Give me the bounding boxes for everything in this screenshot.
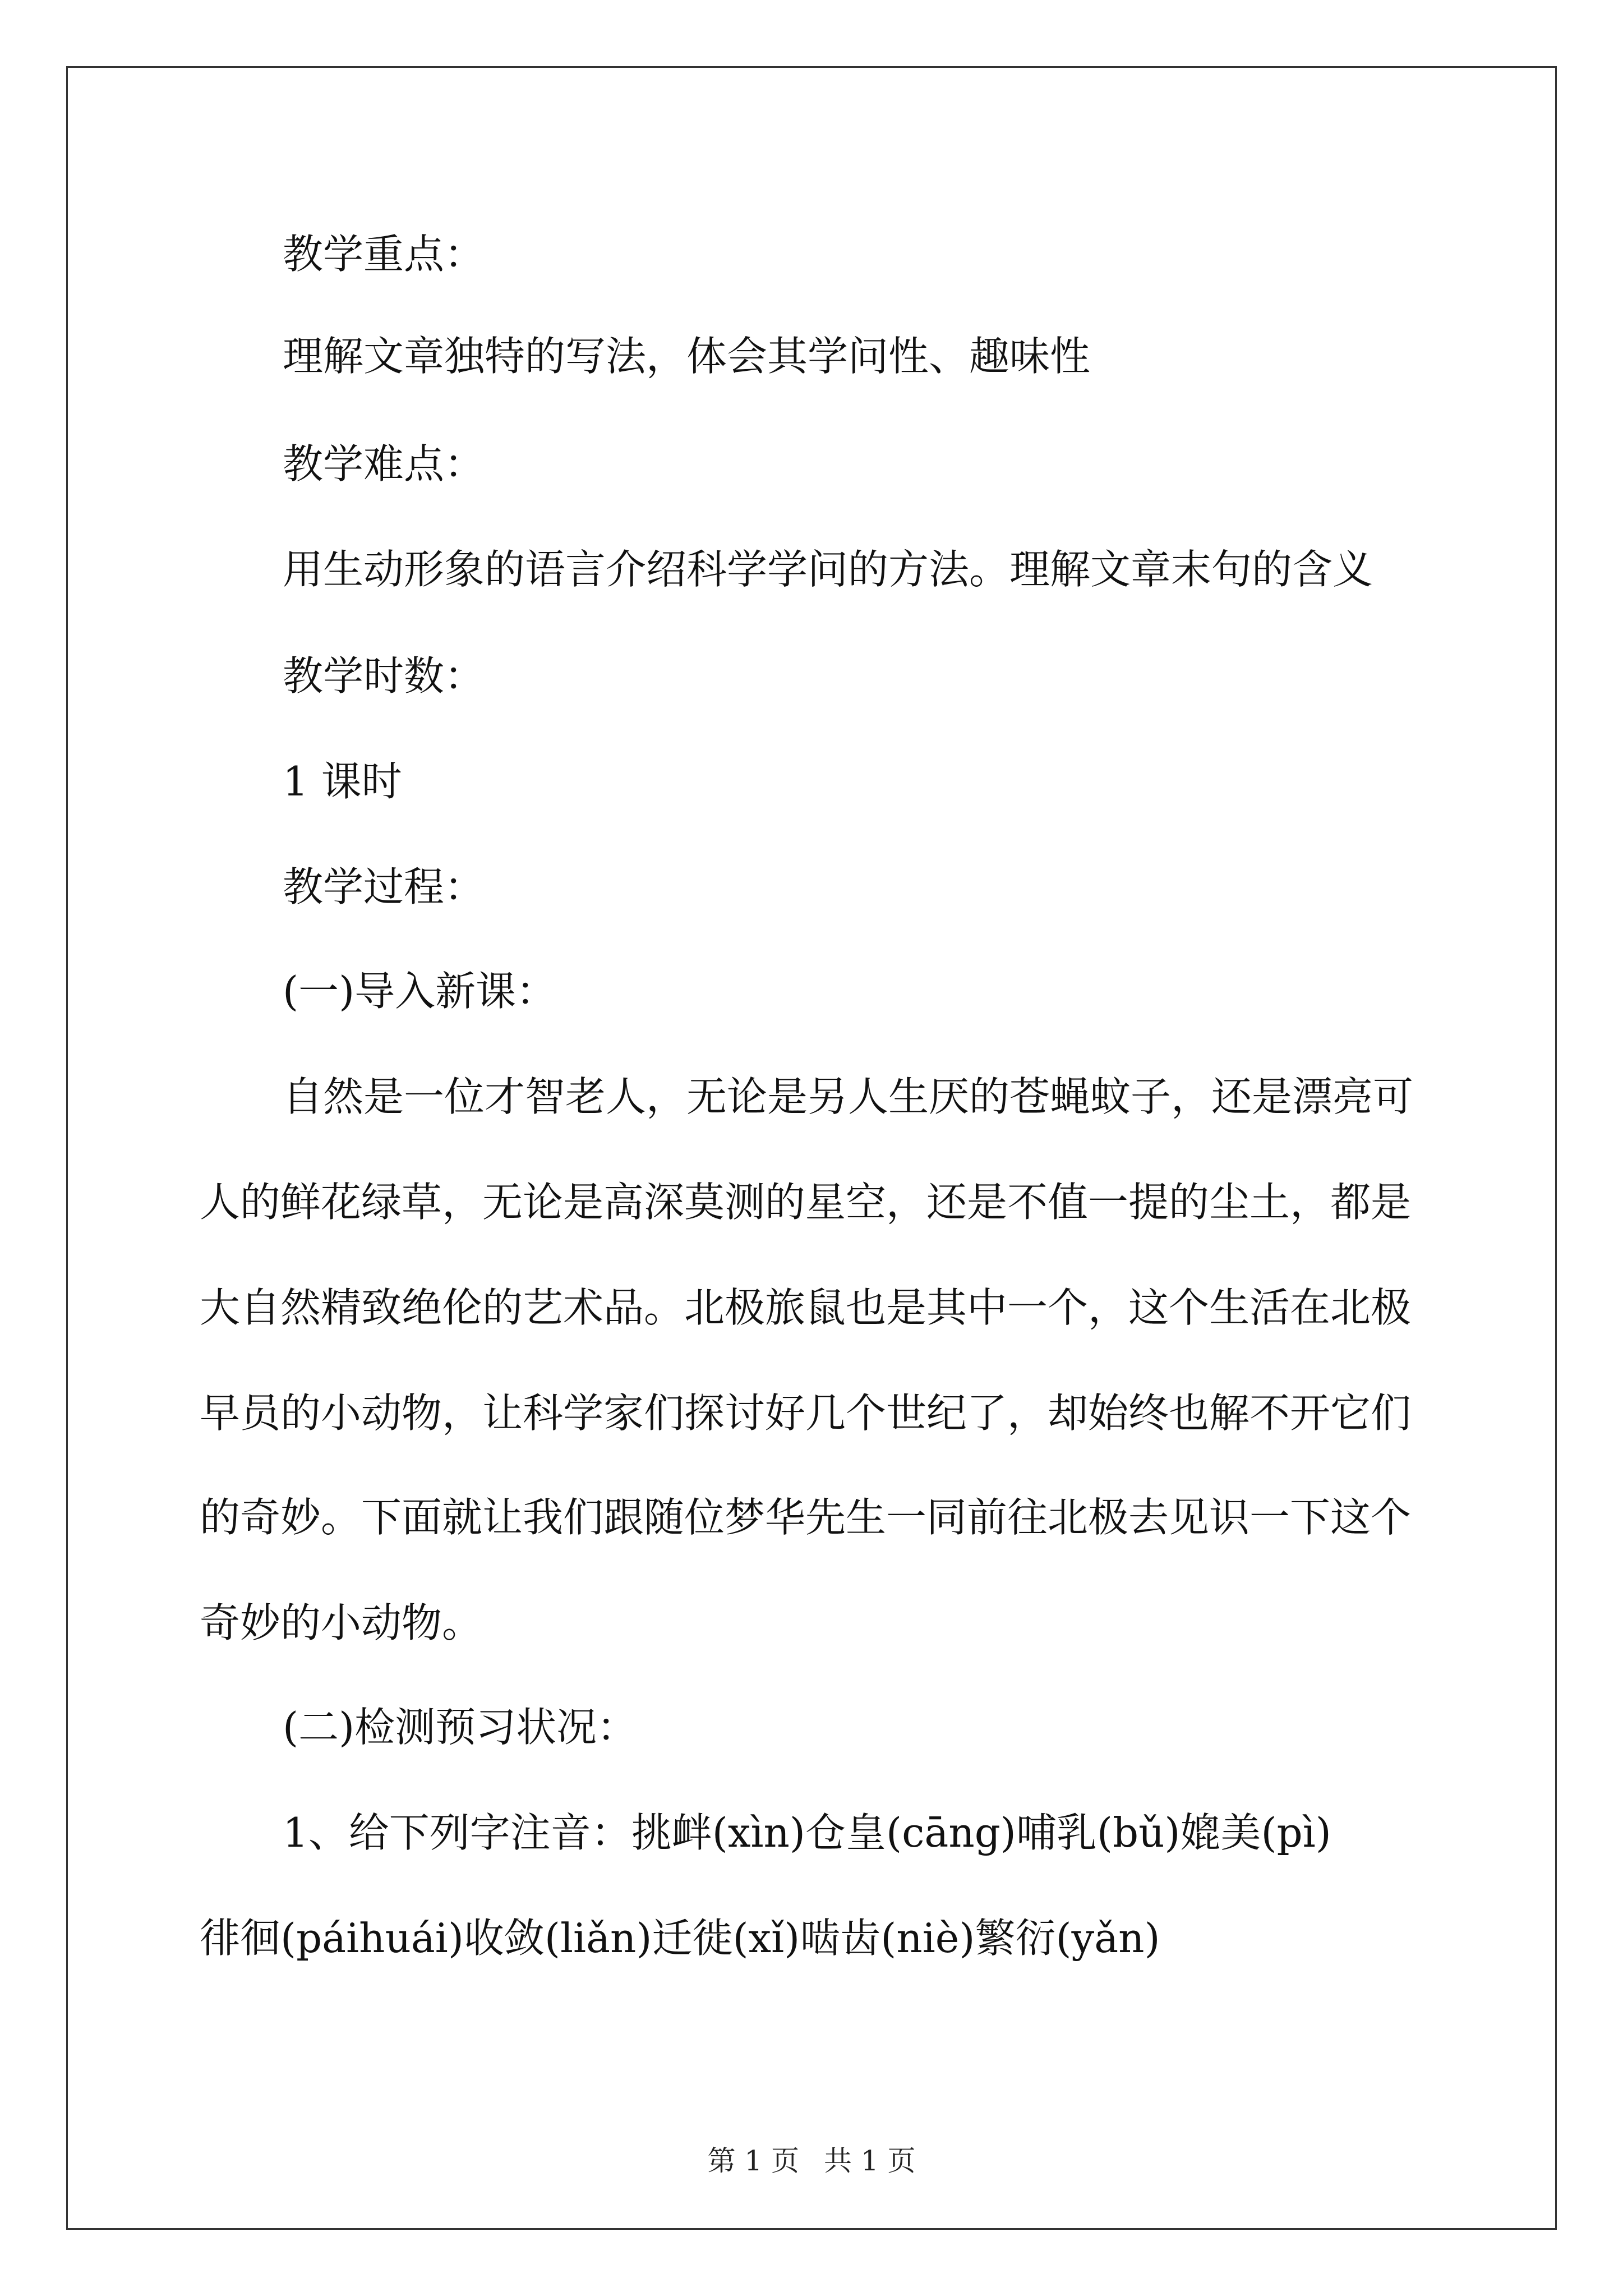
paragraph-difficulty-content: 用生动形象的语言介绍科学学问的方法。理解文章末句的含义 — [283, 546, 1373, 593]
paragraph-hours-content: 1 课时 — [283, 758, 402, 805]
heading-teaching-difficulty: 教学难点： — [283, 440, 485, 487]
heading-preview-check: (二)检测预习状况： — [283, 1704, 638, 1751]
paragraph-focus-content: 理解文章独特的写法，体会其学问性、趣味性 — [283, 333, 1091, 380]
heading-introduction: (一)导入新课： — [283, 968, 557, 1015]
page-total: 共 1 页 — [823, 2145, 916, 2177]
exercise-pinyin-line-1: 1、给下列字注音：挑衅(xìn)仓皇(cāng)哺乳(bǔ)媲美(pì) — [283, 1809, 1331, 1856]
paragraph-intro-line-5: 的奇妙。下面就让我们跟随位梦华先生一同前往北极去见识一下这个 — [200, 1494, 1412, 1541]
paragraph-intro-line-3: 大自然精致绝伦的艺术品。北极旅鼠也是其中一个，这个生活在北极 — [200, 1284, 1412, 1331]
paragraph-intro-line-1: 自然是一位才智老人，无论是另人生厌的苍蝇蚊子，还是漂亮可 — [283, 1073, 1414, 1120]
heading-teaching-focus: 教学重点： — [283, 231, 485, 278]
page-footer — [0, 2144, 1623, 2178]
exercise-pinyin-line-2: 徘徊(páihuái)收敛(liǎn)迁徙(xǐ)啮齿(niè)繁衍(yǎn) — [200, 1915, 1160, 1962]
paragraph-intro-line-6: 奇妙的小动物。 — [200, 1599, 483, 1646]
page-border — [66, 66, 1557, 2230]
paragraph-intro-line-2: 人的鲜花绿草，无论是高深莫测的星空，还是不值一提的尘土，都是 — [200, 1179, 1412, 1226]
heading-teaching-hours: 教学时数： — [283, 652, 485, 700]
heading-teaching-process: 教学过程： — [283, 863, 485, 910]
paragraph-intro-line-4: 早员的小动物，让科学家们探讨好几个世纪了，却始终也解不开它们 — [200, 1389, 1412, 1437]
page-number: 第 1 页 — [707, 2145, 800, 2177]
